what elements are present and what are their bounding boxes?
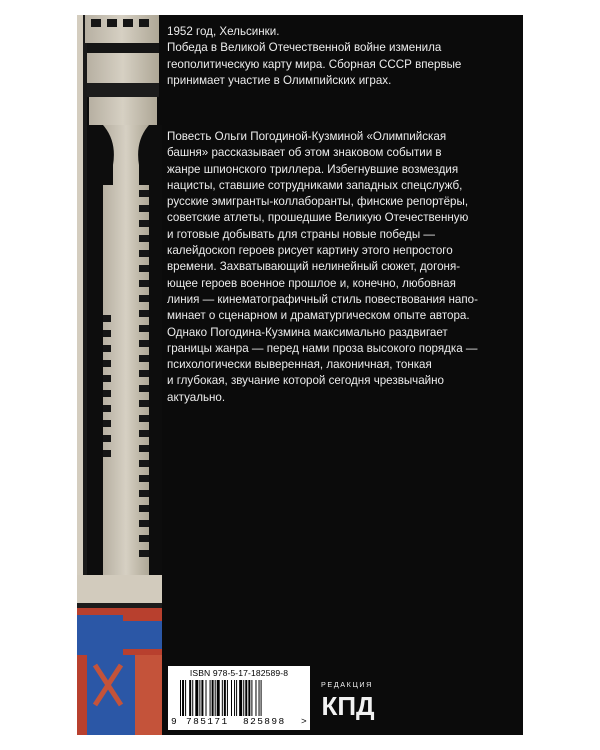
intro-line: 1952 год, Хельсинки. [167,25,280,38]
body-line: и готовые добывать для страны новые победы — [167,227,435,241]
body-line: советские атлеты, прошедшие Великую Отечественную [167,211,469,225]
olympic-tower-painting [77,15,162,735]
barcode-digits [168,716,310,728]
body-line: границы жанра — перед нами проза высокого порядка — [167,341,478,355]
barcode-bars [180,680,302,716]
body-line: актуально. [167,390,226,404]
barcode-digit-group: 785171 [186,716,229,727]
intro-paragraph [167,24,507,89]
body-line: Однако Погодина-Кузмина максимально раздвигает [167,325,448,339]
annotation-paragraph [167,129,497,406]
body-line: башня» рассказывает об этом знаковом событии в [167,146,442,160]
barcode-digit-end: > [301,716,307,727]
isbn-barcode [168,666,310,730]
svg-text:КПД: КПД [321,691,375,720]
isbn-label: ISBN 978-5-17-182589-8 [189,668,289,678]
body-line: Повесть Ольги Погодиной-Кузминой «Олимпийская [167,130,447,143]
barcode-digit-group: 825898 [243,716,286,727]
body-line: минает о сценарном и драматургическом опыте автора. [167,309,470,323]
body-line: и глубокая, звучание которой сегодня чрезвычайно [167,374,444,388]
barcode-digit-first: 9 [171,716,177,727]
intro-line: Победа в Великой Отечественной войне изменила [167,41,442,55]
publisher-label: РЕДАКЦИЯ [321,680,373,689]
body-line: нацисты, ставшие сотрудниками западных спецслужб, [167,178,463,192]
body-line: психологически выверенная, лаконичная, тонкая [167,358,432,372]
body-line: ющее героев военное прошлое и, конечно, любовная [167,276,456,290]
intro-line: принимает участие в Олимпийских играх. [167,73,392,87]
intro-line: геополитическую карту мира. Сборная СССР впервые [167,57,462,71]
back-cover [77,15,523,735]
body-line: жанре шпионского триллера. Избегнувшие возмездия [167,162,459,176]
body-line: времени. Захватывающий нелинейный сюжет, догоня- [167,260,461,274]
publisher-logo [317,680,387,730]
body-line: калейдоскоп героев рисует картину этого непростого [167,244,453,258]
body-line: линия — кинематографичный стиль повествования напо- [167,292,478,306]
body-line: русские эмигранты-коллаборанты, финские репортёры, [167,195,469,209]
publisher-mark [317,690,379,720]
